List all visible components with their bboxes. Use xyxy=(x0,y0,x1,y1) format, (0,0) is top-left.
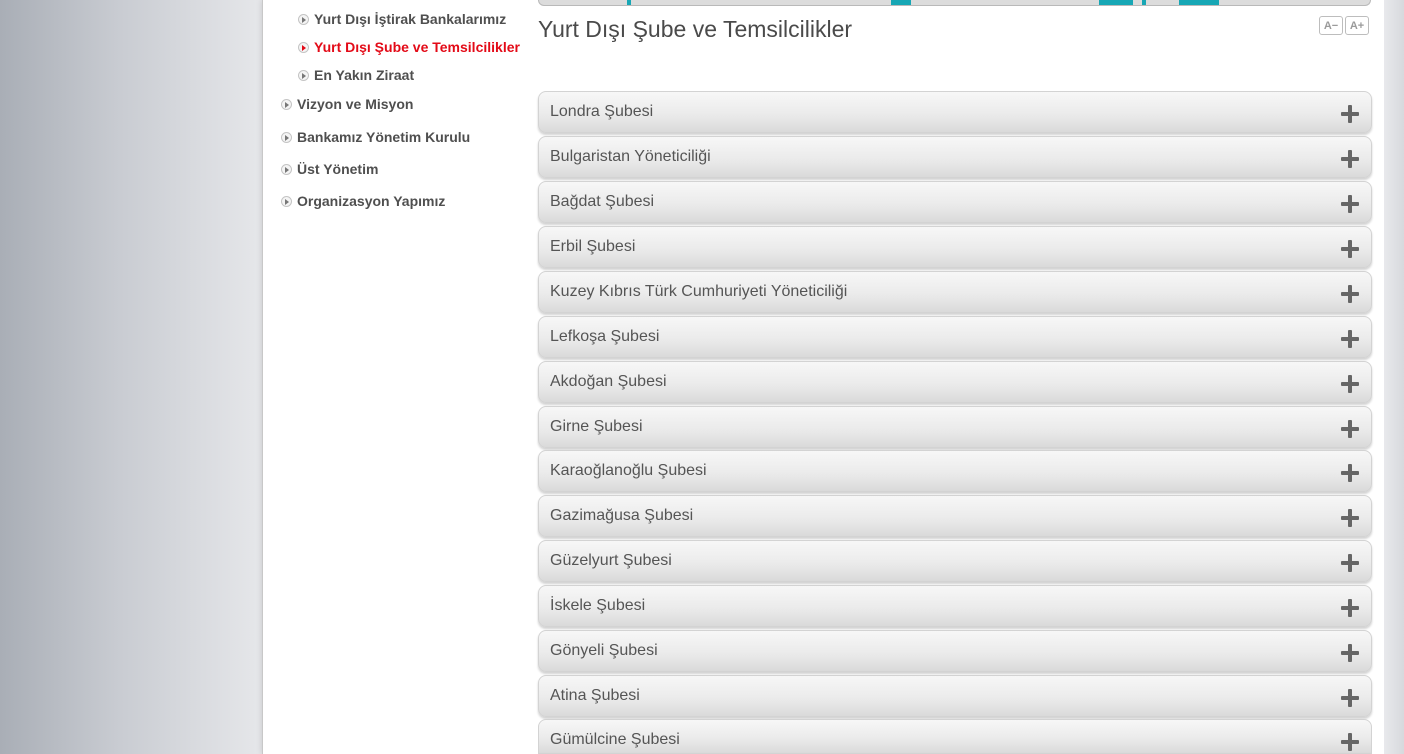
accordion-item-label: Gazimağusa Şubesi xyxy=(550,507,694,524)
accordion-item-label: Erbil Şubesi xyxy=(550,238,636,255)
plus-icon[interactable] xyxy=(1341,420,1359,438)
sidebar-item-ust-yonetim[interactable] xyxy=(281,161,378,177)
font-increase-button[interactable]: A+ xyxy=(1345,16,1369,35)
circle-arrow-icon xyxy=(281,196,292,207)
circle-arrow-icon xyxy=(281,164,292,175)
circle-arrow-icon xyxy=(298,70,309,81)
sidebar-item-label: Vizyon ve Misyon xyxy=(297,96,414,112)
plus-icon[interactable] xyxy=(1341,509,1359,527)
accordion-item-label: Karaoğlanoğlu Şubesi xyxy=(550,462,707,479)
circle-arrow-icon xyxy=(298,42,309,53)
sidebar-subitem-label: Yurt Dışı İştirak Bankalarımız xyxy=(314,11,507,27)
accordion-item[interactable] xyxy=(538,540,1372,582)
sidebar-item-organizasyon[interactable] xyxy=(281,193,445,209)
accordion-item[interactable] xyxy=(538,136,1372,178)
sidebar-item-yonetim-kurulu[interactable] xyxy=(281,129,470,145)
accordion-item[interactable] xyxy=(538,271,1372,313)
header-banner xyxy=(538,0,1371,6)
accordion-item[interactable] xyxy=(538,361,1372,403)
plus-icon[interactable] xyxy=(1341,689,1359,707)
accordion-item[interactable] xyxy=(538,719,1372,754)
page-title: Yurt Dışı Şube ve Temsilcilikler xyxy=(538,16,853,42)
accordion-item[interactable] xyxy=(538,450,1372,492)
plus-icon[interactable] xyxy=(1341,105,1359,123)
accordion-item-label: Atina Şubesi xyxy=(550,687,640,704)
plus-icon[interactable] xyxy=(1341,733,1359,751)
accordion-item[interactable] xyxy=(538,630,1372,672)
font-size-tools xyxy=(1319,16,1371,35)
accordion-item-label: Kuzey Kıbrıs Türk Cumhuriyeti Yöneticiliği xyxy=(550,283,848,300)
accordion-item[interactable] xyxy=(538,406,1372,448)
sidebar-subitem-istirak[interactable] xyxy=(298,11,506,27)
accordion-item-label: Londra Şubesi xyxy=(550,103,654,120)
sidebar-subitem-en-yakin[interactable] xyxy=(298,67,414,83)
plus-icon[interactable] xyxy=(1341,644,1359,662)
plus-icon[interactable] xyxy=(1341,599,1359,617)
font-decrease-button[interactable]: A− xyxy=(1319,16,1343,35)
sidebar-subitem-sube-temsilcilik[interactable] xyxy=(298,39,520,55)
accordion-item[interactable] xyxy=(538,495,1372,537)
plus-icon[interactable] xyxy=(1341,554,1359,572)
plus-icon[interactable] xyxy=(1341,464,1359,482)
circle-arrow-icon xyxy=(281,132,292,143)
plus-icon[interactable] xyxy=(1341,195,1359,213)
sidebar-subitem-label: Yurt Dışı Şube ve Temsilcilikler xyxy=(314,39,520,55)
accordion-item[interactable] xyxy=(538,316,1372,358)
plus-icon[interactable] xyxy=(1341,285,1359,303)
right-background xyxy=(1384,0,1404,754)
plus-icon[interactable] xyxy=(1341,240,1359,258)
sidebar-item-label: Bankamız Yönetim Kurulu xyxy=(297,129,471,145)
accordion-item-label: Bulgaristan Yöneticiliği xyxy=(550,148,711,165)
sidebar-item-vizyon[interactable] xyxy=(281,96,413,112)
accordion-item[interactable] xyxy=(538,91,1372,133)
sidebar-subitem-label: En Yakın Ziraat xyxy=(314,67,415,83)
accordion-item-label: Güzelyurt Şubesi xyxy=(550,552,672,569)
accordion-item[interactable] xyxy=(538,585,1372,627)
circle-arrow-icon xyxy=(281,99,292,110)
accordion-item[interactable] xyxy=(538,181,1372,223)
sidebar-partial-item[interactable] xyxy=(315,0,425,2)
accordion-item-label: Bağdat Şubesi xyxy=(550,193,655,210)
accordion-item-label: Girne Şubesi xyxy=(550,418,643,435)
accordion-item-label: Akdoğan Şubesi xyxy=(550,373,667,390)
accordion-item-label: İskele Şubesi xyxy=(550,597,646,614)
accordion-item-label: Lefkoşa Şubesi xyxy=(550,328,660,345)
accordion-item-label: Gönyeli Şubesi xyxy=(550,642,658,659)
plus-icon[interactable] xyxy=(1341,330,1359,348)
sidebar-item-label: Üst Yönetim xyxy=(297,161,379,177)
accordion-item[interactable] xyxy=(538,675,1372,717)
accordion-item[interactable] xyxy=(538,226,1372,268)
plus-icon[interactable] xyxy=(1341,375,1359,393)
accordion-item-label: Gümülcine Şubesi xyxy=(550,731,680,748)
circle-arrow-icon xyxy=(298,14,309,25)
sidebar-item-label: Organizasyon Yapımız xyxy=(297,193,446,209)
plus-icon[interactable] xyxy=(1341,150,1359,168)
